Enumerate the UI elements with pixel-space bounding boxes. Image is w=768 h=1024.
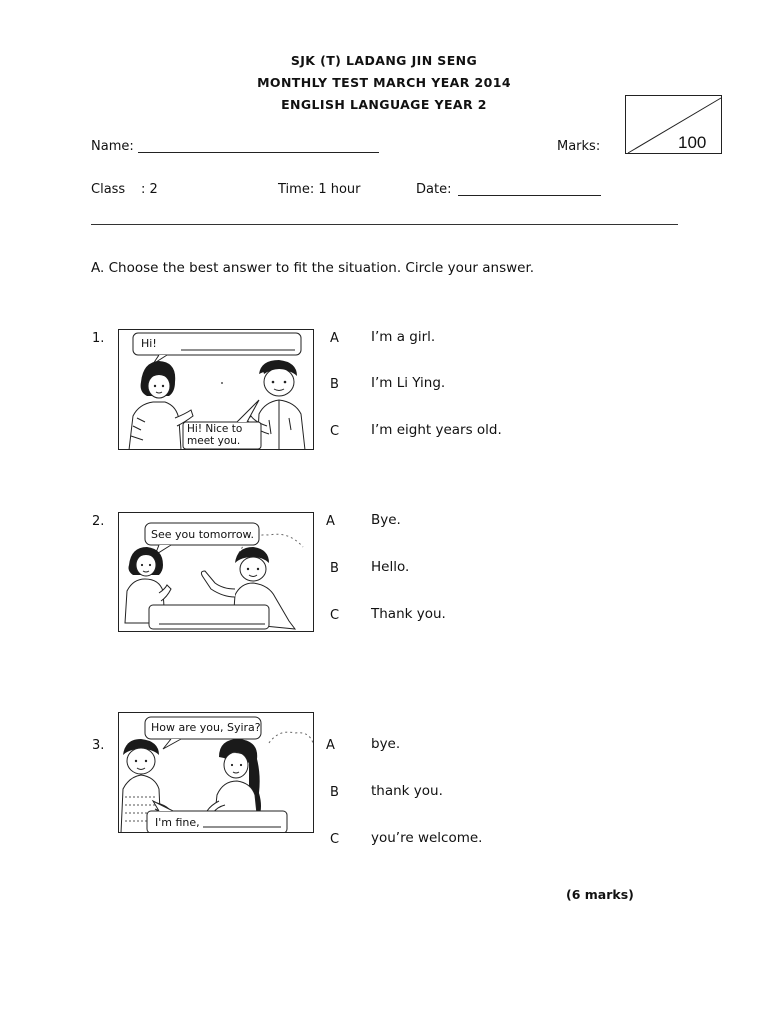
question-2-option-b[interactable]: Hello.	[371, 559, 410, 575]
question-1-picture	[118, 329, 314, 450]
class-value: : 2	[141, 182, 158, 197]
question-1-number: 1.	[92, 331, 105, 346]
marks-box	[625, 95, 722, 154]
question-1-option-b-letter: B	[330, 377, 339, 392]
question-3-option-c[interactable]: you’re welcome.	[371, 830, 483, 846]
question-2-option-c-letter: C	[330, 608, 340, 623]
marks-total: 100	[678, 133, 707, 152]
question-3-option-a-letter: A	[326, 738, 335, 753]
section-a-instruction: A. Choose the best answer to fit the situation. Circle your answer.	[91, 260, 535, 276]
header-divider	[91, 224, 678, 225]
marks-diagonal	[626, 96, 723, 155]
bubble-how-are-you: How are you, Syira?	[151, 721, 261, 734]
date-label: Date:	[416, 182, 452, 197]
question-1-option-b[interactable]: I’m Li Ying.	[371, 375, 446, 391]
question-2-option-c[interactable]: Thank you.	[371, 606, 446, 622]
question-2-option-a[interactable]: Bye.	[371, 512, 401, 528]
test-title: MONTHLY TEST MARCH YEAR 2014	[257, 75, 511, 90]
question-3-number: 3.	[92, 738, 105, 753]
question-1-option-c-letter: C	[330, 424, 340, 439]
subject-title: ENGLISH LANGUAGE YEAR 2	[281, 97, 487, 112]
name-field[interactable]	[138, 152, 379, 153]
question-2-picture	[118, 512, 314, 632]
name-label: Name:	[91, 139, 134, 154]
class-label: Class	[91, 182, 126, 197]
school-name: SJK (T) LADANG JIN SENG	[290, 53, 478, 68]
bubble-hi: Hi!	[141, 337, 157, 350]
question-1-option-a[interactable]: I’m a girl.	[371, 329, 436, 345]
marks-label: Marks:	[557, 139, 601, 154]
time-label: Time: 1 hour	[278, 182, 361, 197]
question-3-option-a[interactable]: bye.	[371, 736, 401, 752]
question-3-option-c-letter: C	[330, 832, 340, 847]
farewell-illustration	[119, 513, 314, 632]
bubble-nice-to: Hi! Nice to	[187, 423, 243, 435]
question-2-option-a-letter: A	[326, 514, 335, 529]
bubble-see-you-tomorrow: See you tomorrow.	[151, 528, 255, 541]
question-2-option-b-letter: B	[330, 561, 339, 576]
question-3-option-b[interactable]: thank you.	[371, 783, 443, 799]
how-are-you-illustration	[119, 713, 314, 833]
date-field[interactable]	[458, 195, 601, 196]
section-a-total-marks: (6 marks)	[566, 887, 634, 902]
bubble-im-fine: I'm fine,	[155, 816, 200, 829]
question-2-number: 2.	[92, 514, 105, 529]
question-3-picture	[118, 712, 314, 833]
question-1-option-a-letter: A	[330, 331, 339, 346]
bubble-meet-you: meet you.	[187, 435, 241, 447]
question-3-option-b-letter: B	[330, 785, 339, 800]
question-1-option-c[interactable]: I’m eight years old.	[371, 422, 502, 438]
greeting-illustration	[119, 330, 314, 450]
